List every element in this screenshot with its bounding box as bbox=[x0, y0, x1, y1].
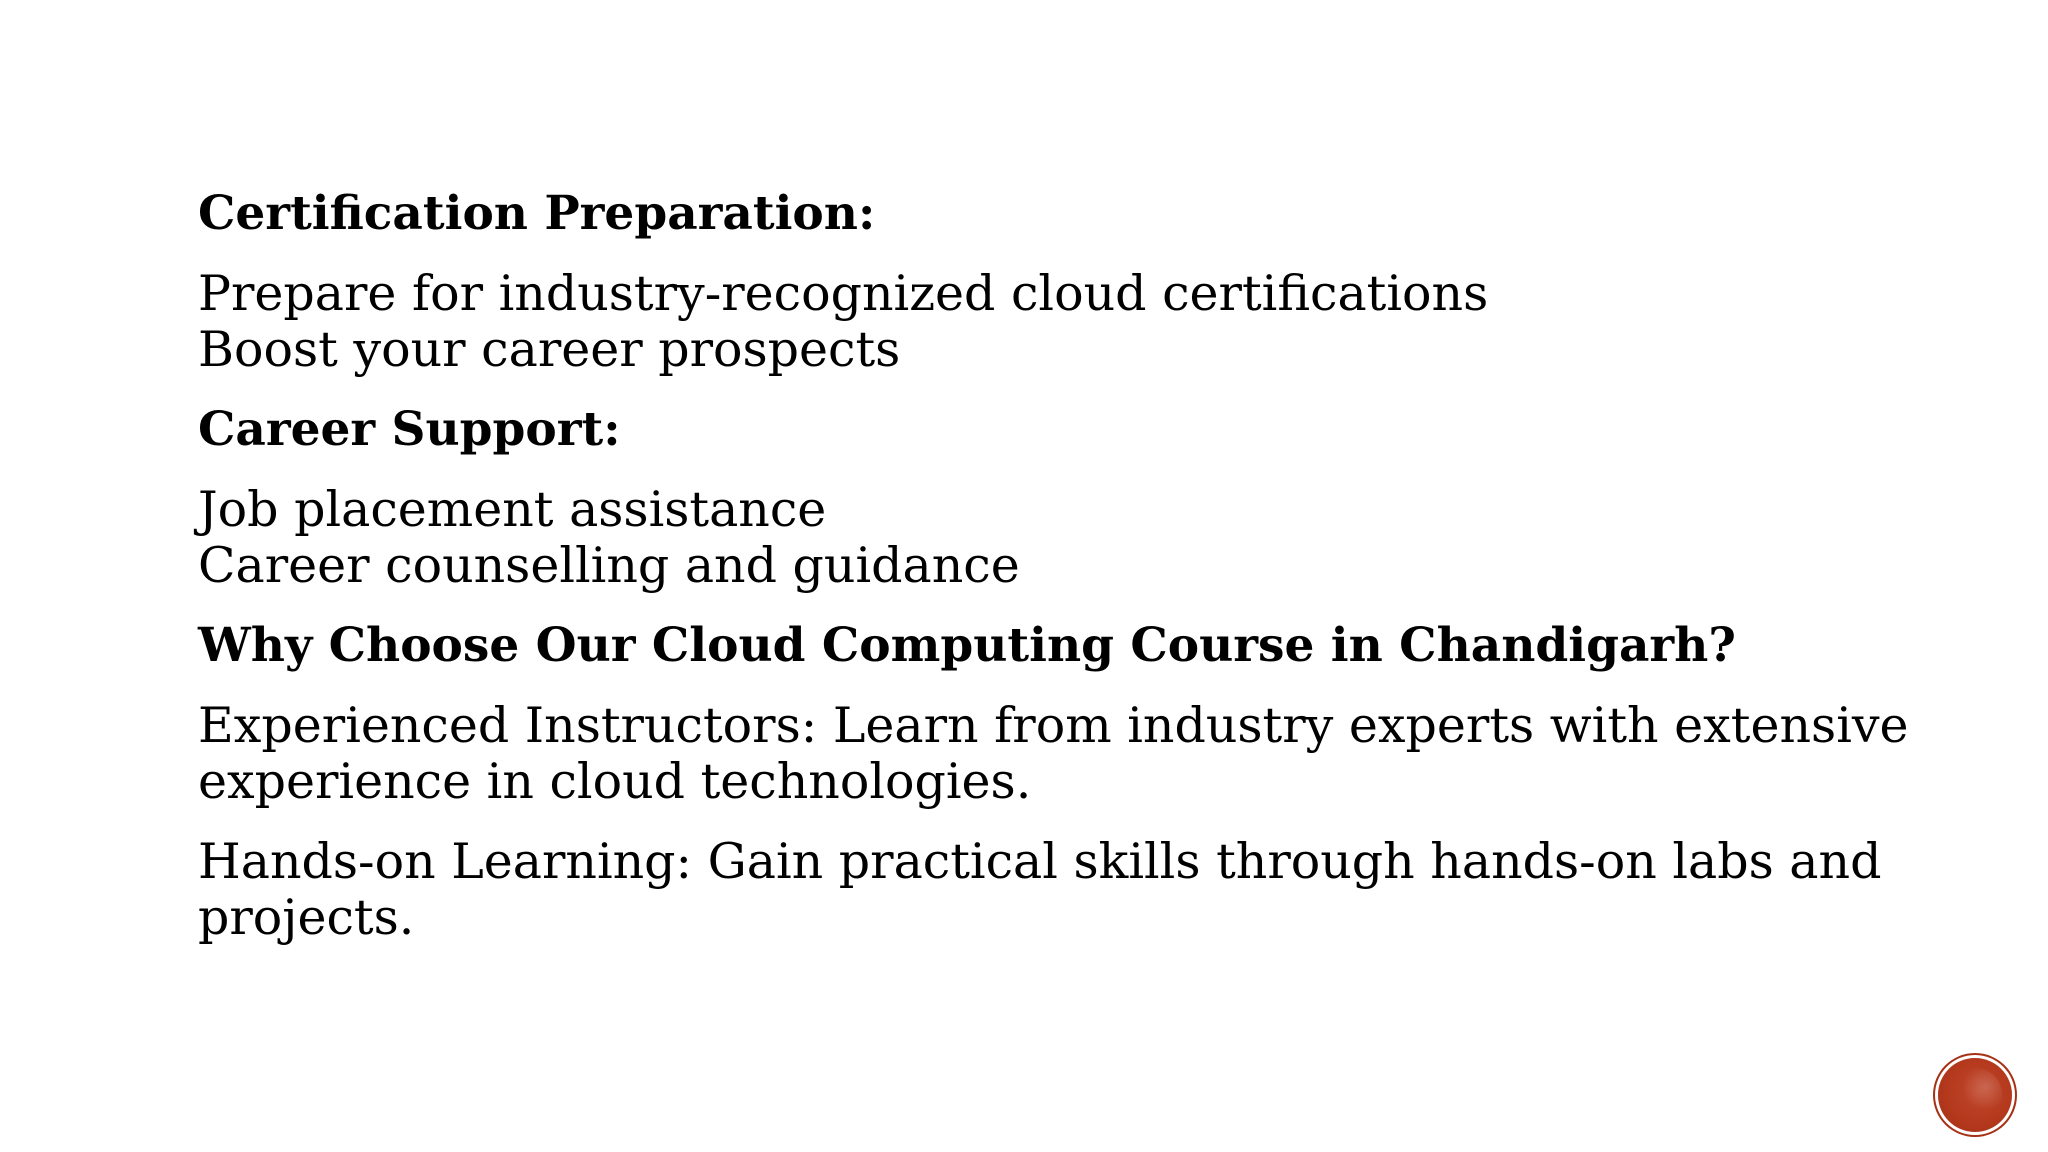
heading-certification-preparation: Certification Preparation: bbox=[198, 186, 876, 241]
text-line: Career counselling and guidance bbox=[198, 537, 1020, 594]
slide-circle-badge-icon bbox=[1938, 1058, 2012, 1132]
career-support-text bbox=[198, 482, 1898, 594]
heading-why-choose: Why Choose Our Cloud Computing Course in Chandigarh? bbox=[198, 618, 1736, 673]
certification-preparation-text bbox=[198, 266, 1898, 378]
heading-career-support: Career Support: bbox=[198, 402, 621, 457]
text-line: Experienced Instructors: Learn from industry experts with extensive bbox=[198, 697, 1909, 754]
text-line: Prepare for industry-recognized cloud certifications bbox=[198, 265, 1489, 322]
experienced-instructors-paragraph bbox=[198, 697, 1909, 810]
text-line: experience in cloud technologies. bbox=[198, 753, 1032, 810]
text-line: Job placement assistance bbox=[198, 481, 827, 538]
slide-body bbox=[198, 186, 1909, 946]
text-line: projects. bbox=[198, 889, 415, 946]
hands-on-learning-paragraph bbox=[198, 834, 1898, 946]
text-line: Hands-on Learning: Gain practical skills through hands-on labs and bbox=[198, 833, 1882, 890]
text-line: Boost your career prospects bbox=[198, 321, 901, 378]
